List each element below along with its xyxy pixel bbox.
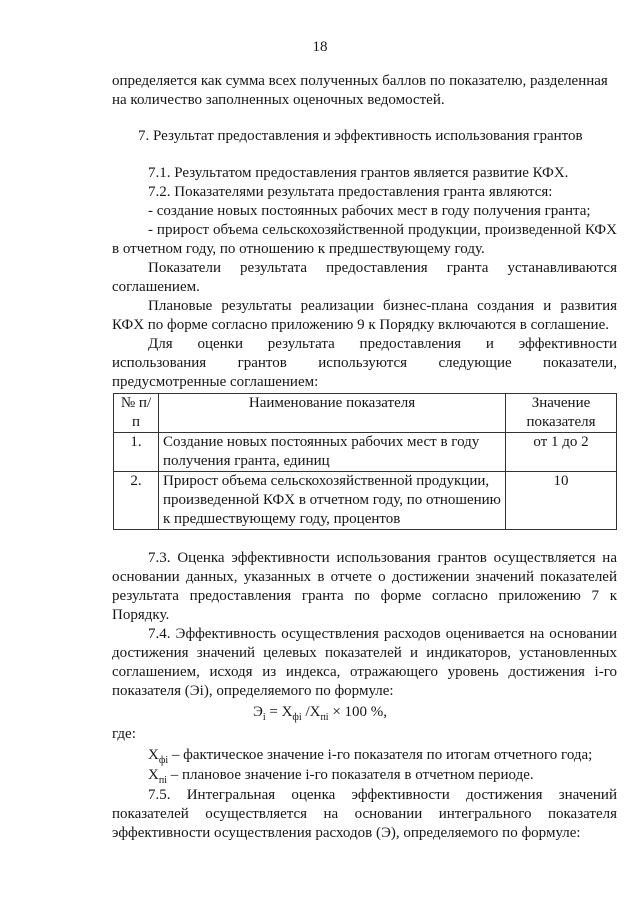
word: использования	[112, 355, 207, 371]
word: показатели,	[543, 355, 617, 371]
row-indicator-name: Создание новых постоянных рабочих мест в году получения гранта, единиц	[159, 433, 506, 472]
intro-line-2: на количество заполненных оценочных ведомостей.	[112, 92, 445, 108]
formula-part: /X	[301, 704, 321, 720]
definition-text: – плановое значение i-го показателя в отчетном периоде.	[166, 767, 534, 783]
word: Для	[148, 336, 173, 352]
formula-part: × 100 %,	[328, 704, 388, 720]
definition-actual	[148, 746, 617, 765]
formula-subscript: пi	[320, 712, 329, 723]
word: эффективности	[518, 336, 617, 352]
definition-subscript: пi	[158, 775, 167, 786]
paragraph-7-2: 7.2. Показателями результата предоставления гранта являются:	[148, 184, 553, 200]
word: оценки	[197, 336, 243, 352]
where-label: где:	[112, 726, 136, 742]
word: предоставления	[359, 336, 462, 352]
page-number: 18	[312, 39, 328, 55]
paragraph-eval-line-3	[112, 373, 617, 392]
paragraph-7-5: 7.5. Интегральная оценка эффективности достижения значений показателей осуществляется на основании интегрального показателя эффективности осуществления расходов (Э), определяемого по формуле:	[112, 787, 617, 841]
row-number: 2.	[114, 472, 159, 530]
paragraph-7-1: 7.1. Результатом предоставления грантов является развитие КФХ.	[148, 165, 569, 181]
header-indicator-value: Значение показателя	[506, 394, 617, 433]
definition-symbol: X	[148, 767, 159, 783]
table-header-row	[114, 394, 617, 433]
paragraph-7-3: 7.3. Оценка эффективности использования грантов осуществляется на основании данных, указанных в отчете о достижении значений показателей результата предоставления гранта по форме согласно приложению 7 к Порядку.	[112, 550, 617, 623]
header-number: № п/п	[114, 394, 159, 433]
row-indicator-value: 10	[506, 472, 617, 530]
word: следующие	[438, 355, 512, 371]
formula-subscript: фi	[292, 712, 302, 723]
formula-part: = X	[265, 704, 293, 720]
section-heading: 7. Результат предоставления и эффективность использования грантов	[138, 128, 583, 144]
paragraph-eval-line-1	[148, 335, 617, 354]
table-row	[114, 433, 617, 472]
formula-subscript: i	[262, 712, 266, 723]
definition-subscript: фi	[158, 755, 169, 766]
formula-efficiency-index	[0, 703, 640, 722]
intro-line-1: определяется как сумма всех полученных баллов по показателю, разделенная	[112, 73, 608, 89]
row-indicator-value: от 1 до 2	[506, 433, 617, 472]
row-indicator-name: Прирост объема сельскохозяйственной продукции, произведенной КФХ в отчетном году, по отношению к предшествующему году, процентов	[159, 472, 506, 530]
table-row	[114, 472, 617, 530]
paragraph-plan: Плановые результаты реализации бизнес-плана создания и развития КФХ по форме согласно приложению 9 к Порядку включаются в соглашение.	[112, 298, 617, 333]
definition-symbol: X	[148, 747, 159, 763]
word: и	[485, 336, 494, 352]
bullet-item-2: - прирост объема сельскохозяйственной продукции, произведенной КФХ в отчетном году, по отношению к предшествующему году.	[112, 222, 617, 257]
definition-planned	[148, 766, 617, 785]
formula-part: Э	[252, 704, 263, 720]
paragraph-7-4: 7.4. Эффективность осуществления расходов оценивается на основании достижения значений целевых показателей и индикаторов, установленных соглашением, исходя из индекса, отражающего уровень достижения i-го показателя (Эi), определяемого по формуле:	[112, 626, 617, 699]
definition-text: – фактическое значение i-го показателя по итогам отчетного года;	[168, 747, 593, 763]
paragraph-indicators: Показатели результата предоставления гранта устанавливаются соглашением.	[112, 260, 617, 295]
indicators-table	[113, 393, 617, 530]
word: грантов	[237, 355, 287, 371]
row-number: 1.	[114, 433, 159, 472]
word: результата	[267, 336, 335, 352]
word: используются	[318, 355, 408, 371]
paragraph-eval-line-2	[112, 354, 617, 373]
paragraph-eval-text: предусмотренные соглашением:	[112, 374, 319, 390]
bullet-item-1: - создание новых постоянных рабочих мест в году получения гранта;	[148, 203, 591, 219]
header-indicator-name: Наименование показателя	[159, 394, 506, 433]
